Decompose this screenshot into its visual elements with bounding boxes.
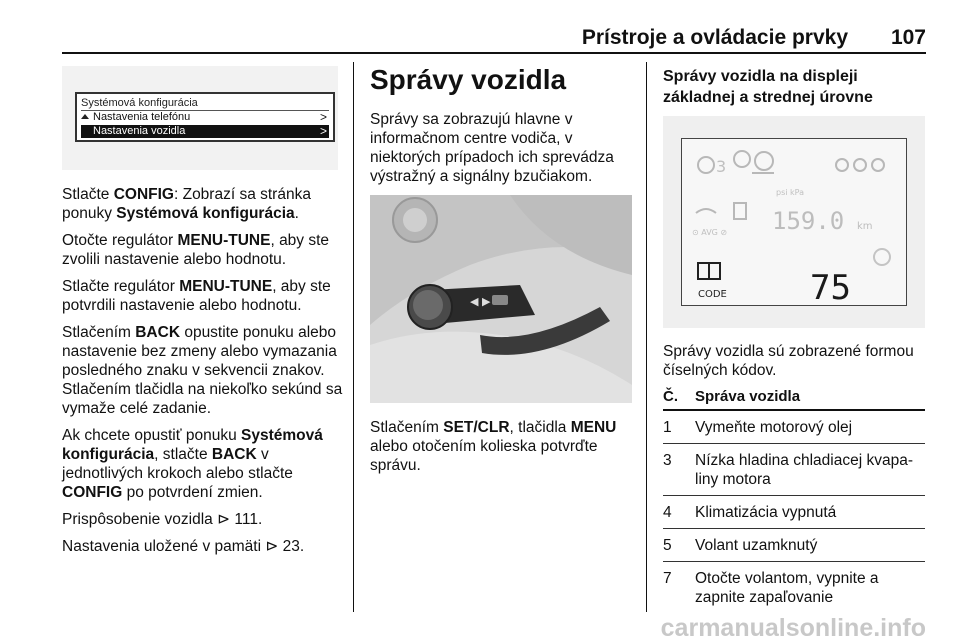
table-row: 3 Nízka hladina chladiacej kvapa-liny motora <box>663 444 925 496</box>
page-number: 107 <box>890 26 926 49</box>
svg-text:159.0: 159.0 <box>772 207 845 235</box>
reference-arrow-icon: ⊳ <box>265 538 279 555</box>
chevron-right-icon: > <box>319 110 327 124</box>
paragraph: Ak chcete opustiť ponuku Systémová konfigurácia, stlačte BACK v jednotlivých krokoch alebo stlačte CONFIG po potvrdení zmien. <box>62 427 323 501</box>
svg-text:psi kPa: psi kPa <box>776 188 805 197</box>
paragraph: Stlačte CONFIG: Zobrazí sa stránka ponuky Systémová konfigurácia. <box>62 186 311 222</box>
header-rule <box>62 52 926 54</box>
column-divider-1 <box>353 62 354 612</box>
menu-title: Systémová konfigurácia <box>81 97 198 109</box>
column-divider-2 <box>646 62 647 612</box>
svg-text:◀ ▶: ◀ ▶ <box>470 295 491 308</box>
menu-screen-figure <box>62 66 338 170</box>
paragraph: Správy vozidla sú zobrazené formou číselných kódov. <box>663 343 914 379</box>
subsection-heading: Správy vozidla na displeji základnej a strednej úrovne <box>663 68 873 106</box>
table-header: Č. Správa vozidla <box>663 388 925 411</box>
reference-arrow-icon: ⊳ <box>217 511 231 528</box>
table-row: 7 Otočte volantom, vypnite a zapnite zapaľovanie <box>663 570 879 606</box>
display-caption <box>663 342 929 388</box>
svg-text:3: 3 <box>716 157 727 176</box>
section-heading: Správy vozidla <box>370 64 567 95</box>
cross-reference[interactable]: Prispôsobenie vozidla ⊳ 111. <box>62 511 263 528</box>
message-code-table <box>663 388 925 613</box>
svg-text:km: km <box>857 221 873 232</box>
table-row: 5 Volant uzamknutý <box>663 529 925 562</box>
column-1-text <box>62 185 346 564</box>
paragraph: Stlačením BACK opustite ponuku alebo nastavenie bez zmeny alebo vymazania posledného znaku v sekvencii znakov. Stlačením tlačidla na niekoľko sekúnd sa vymaže celé zadanie. <box>62 324 343 417</box>
steering-column-lever-photo <box>370 195 632 403</box>
section-title: Prístroje a ovládacie prvky <box>581 26 848 49</box>
lcd-display <box>681 138 907 306</box>
paragraph: Stlačením SET/CLR, tlačidla MENU alebo otočením kolieska potvrďte správu. <box>370 419 617 474</box>
menu-item-vehicle: Nastavenia vozidla > <box>81 125 329 138</box>
svg-text:CODE: CODE <box>698 289 727 300</box>
menu-screen <box>75 92 335 142</box>
paragraph: Správy sa zobrazujú hlavne v informačnom centre vodiča, v niektorých prípadoch ich sprevádza výstražný a signálny bzučiakom. <box>370 111 614 185</box>
column-2-intro <box>370 110 634 194</box>
watermark: carmanualsonline.info <box>660 614 926 642</box>
svg-text:⊙ AVG ⊘: ⊙ AVG ⊘ <box>692 228 728 237</box>
paragraph: Otočte regulátor MENU-TUNE, aby ste zvolili nastavenie alebo hodnotu. <box>62 232 330 268</box>
paragraph: Stlačte regulátor MENU-TUNE, aby ste potvrdili nastavenie alebo hodnotu. <box>62 278 331 314</box>
svg-text:75: 75 <box>810 268 851 304</box>
menu-item-phone: Nastavenia telefónu > <box>81 111 329 124</box>
table-row: 4 Klimatizácia vypnutá <box>663 496 925 529</box>
cross-reference[interactable]: Nastavenia uložené v pamäti ⊳ 23. <box>62 538 305 555</box>
arrow-up-icon <box>81 114 89 119</box>
table-row: 1 Vymeňte motorový olej <box>663 411 925 444</box>
chevron-right-icon: > <box>319 124 327 138</box>
instrument-display-figure <box>663 116 925 328</box>
column-2-text <box>370 418 634 483</box>
